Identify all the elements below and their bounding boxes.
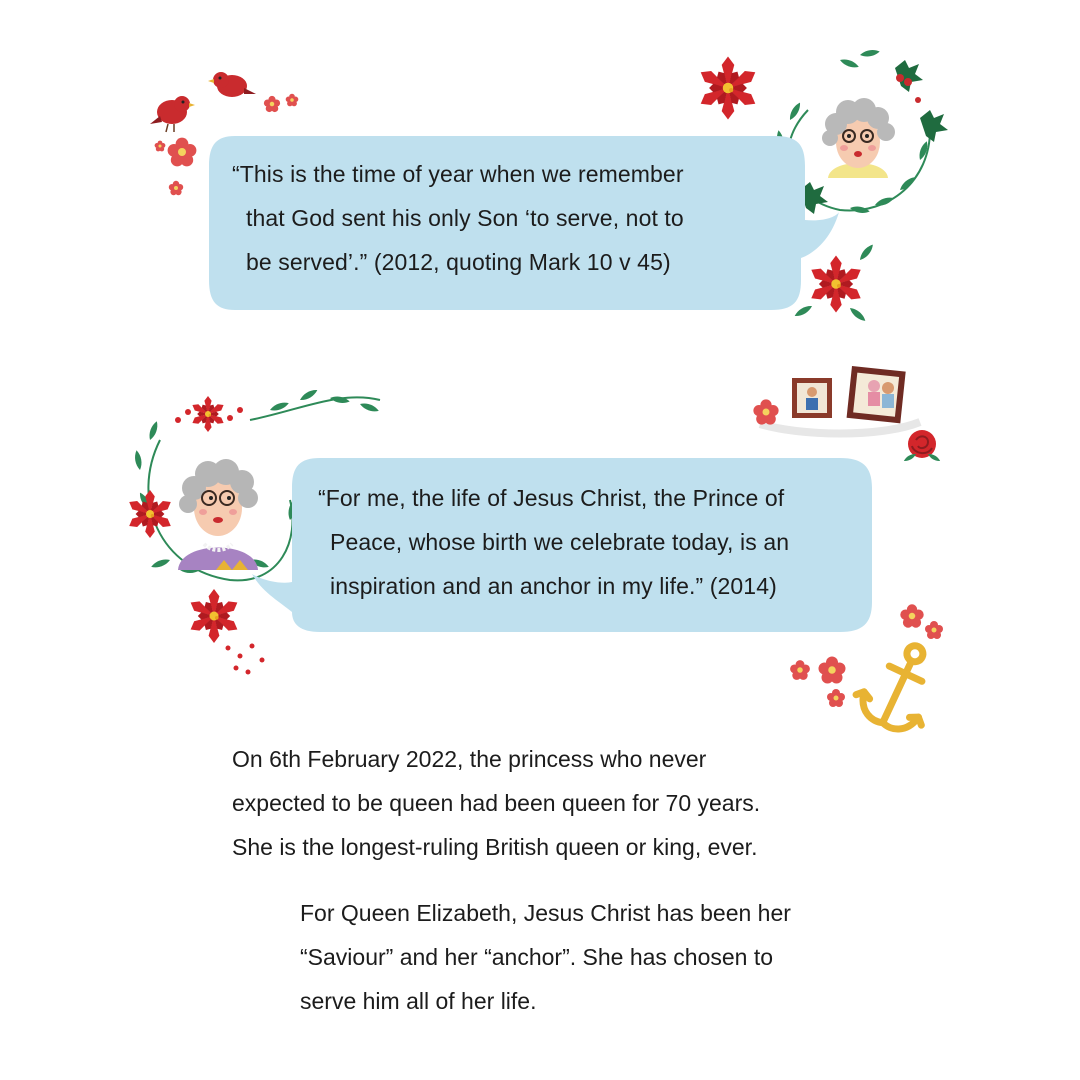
small-flower-icon [286,94,299,107]
paragraph-line: “Saviour” and her “anchor”. She has chosen to [300,944,774,970]
small-flower-icon [819,657,846,684]
robin-bird-icon [150,96,195,132]
poinsettia-icon [127,490,173,538]
paragraph-line: expected to be queen had been queen for 70 years. [232,790,761,816]
anchor-icon [850,631,951,739]
small-flower-icon [925,621,943,639]
small-flower-icon [900,604,923,627]
small-flower-icon [790,660,810,680]
poinsettia-icon [191,396,226,432]
paragraph-line: On 6th February 2022, the princess who never [232,746,707,772]
photo-frame-icon [792,378,832,418]
quote-1-text [232,152,684,284]
quote-2-line: inspiration and an anchor in my life.” (2014) [330,573,777,599]
quote-1-line: be served’.” (2012, quoting Mark 10 v 45) [246,249,671,275]
quote-1-line: that God sent his only Son ‘to serve, not to [246,205,684,231]
paragraph-line: serve him all of her life. [300,988,537,1014]
paragraph-reign [232,737,760,869]
quote-2-line: Peace, whose birth we celebrate today, is an [330,529,790,555]
robin-bird-icon [208,72,256,97]
small-flower-icon [169,181,183,195]
photo-frame-icon [847,366,906,423]
paragraph-faith [300,891,791,1023]
quote-1-line: “This is the time of year when we remember [232,161,684,187]
paragraph-line: For Queen Elizabeth, Jesus Christ has been her [300,900,791,926]
quote-2-line: “For me, the life of Jesus Christ, the Prince of [318,485,785,511]
small-flower-icon [827,689,845,707]
rose-icon [903,430,941,463]
paragraph-line: She is the longest-ruling British queen or king, ever. [232,834,758,860]
poinsettia-icon [698,57,759,120]
quote-2-text [318,476,789,608]
small-flower-icon [753,399,778,424]
small-flower-icon [264,96,280,112]
small-flower-icon [168,138,197,167]
poinsettia-icon [188,589,240,643]
small-flower-icon [155,141,166,152]
